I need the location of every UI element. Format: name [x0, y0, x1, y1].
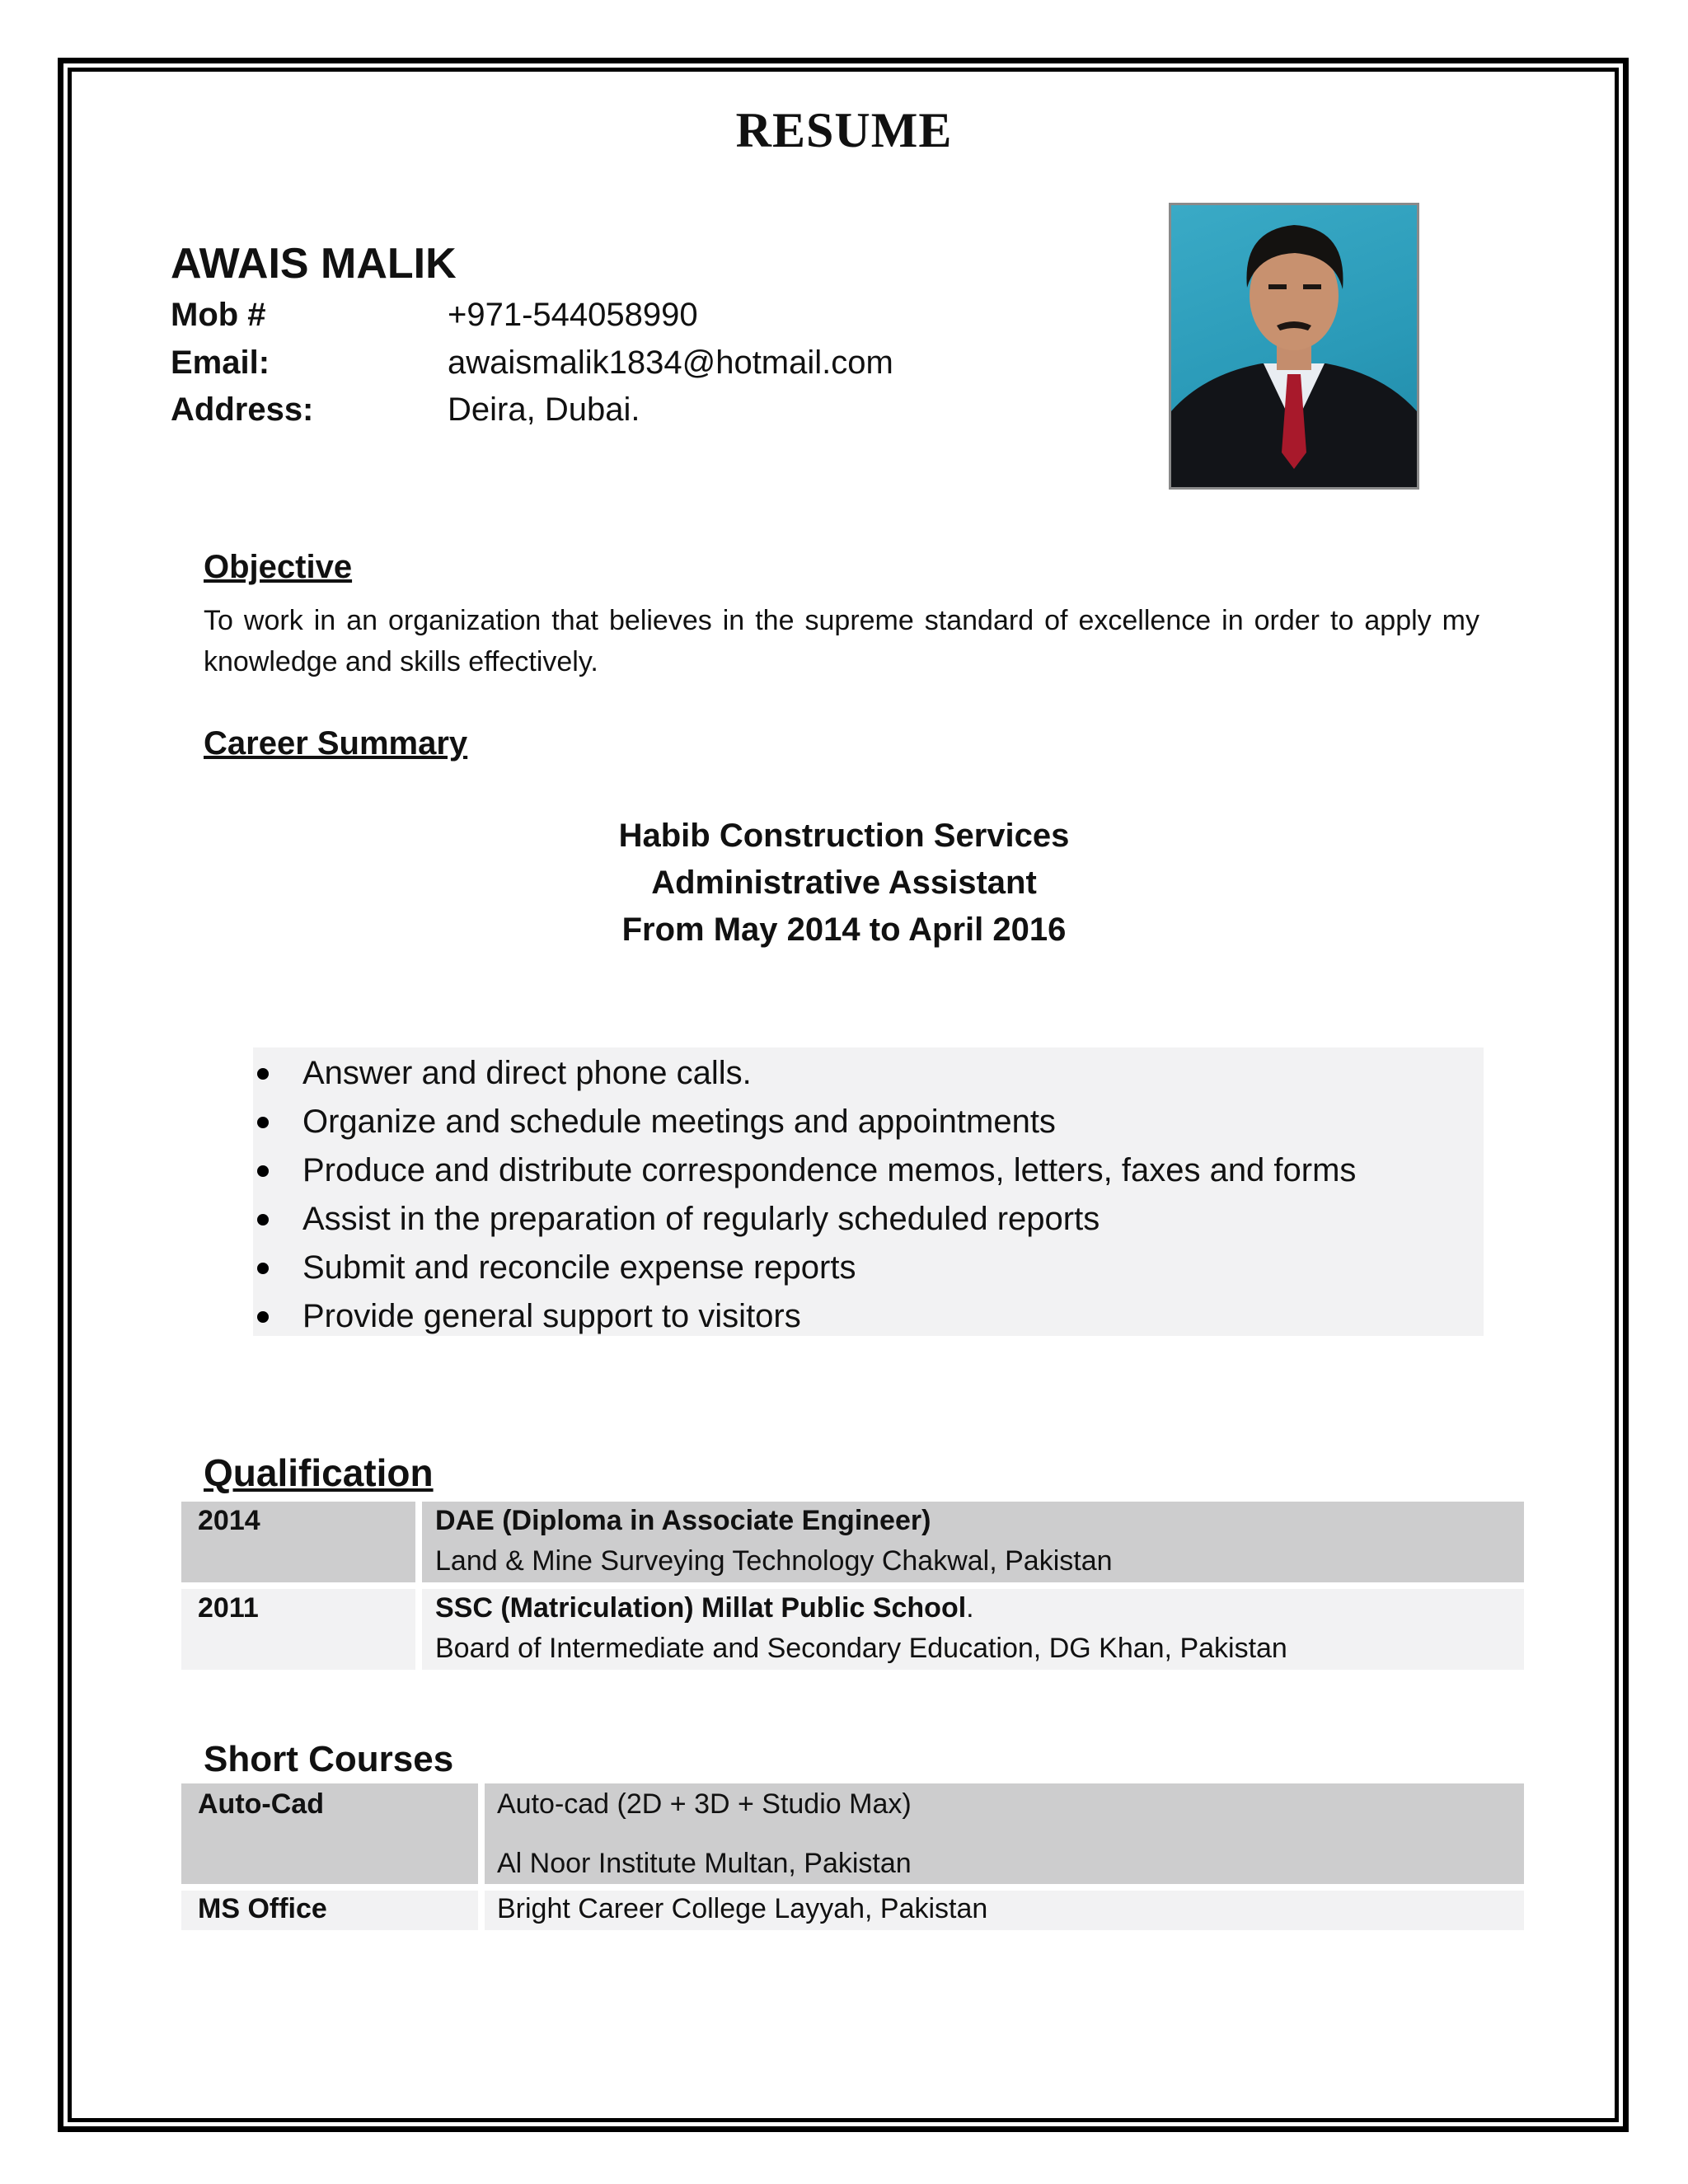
table-row	[181, 1891, 478, 1930]
career-summary-heading: Career Summary	[204, 725, 468, 762]
bullet-icon	[257, 1068, 269, 1080]
job-period: From May 2014 to April 2016	[621, 912, 1067, 948]
table-row	[422, 1589, 1524, 1670]
course-name: Auto-Cad	[198, 1788, 324, 1820]
qualification-year: 2011	[198, 1592, 259, 1624]
table-row	[181, 1502, 415, 1582]
list-item: Produce and distribute correspondence memos, letters, faxes and forms	[253, 1150, 1356, 1198]
short-courses-heading: Short Courses	[204, 1739, 454, 1779]
course-detail: Auto-cad (2D + 3D + Studio Max)	[497, 1788, 912, 1820]
bullet-icon	[257, 1311, 269, 1323]
course-institution: Al Noor Institute Multan, Pakistan	[497, 1848, 912, 1879]
mobile-label: Mob #	[171, 297, 266, 333]
table-row	[181, 1783, 478, 1884]
email-label: Email:	[171, 344, 270, 381]
profile-photo-illustration	[1171, 205, 1417, 487]
table-row	[181, 1589, 415, 1670]
page-title: RESUME	[735, 103, 953, 157]
qualification-institution: Board of Intermediate and Secondary Education, DG Khan, Pakistan	[435, 1633, 1287, 1664]
qualification-heading: Qualification	[204, 1451, 434, 1494]
qualification-degree: DAE (Diploma in Associate Engineer)	[435, 1505, 931, 1536]
course-name: MS Office	[198, 1893, 327, 1924]
list-item: Organize and schedule meetings and appointments	[253, 1101, 1356, 1150]
qualification-institution: Land & Mine Surveying Technology Chakwal, Pakistan	[435, 1545, 1113, 1577]
duties-list	[253, 1052, 1356, 1344]
email-value[interactable]: awaismalik1834@hotmail.com	[448, 344, 893, 381]
applicant-name: AWAIS MALIK	[171, 240, 457, 288]
address-label: Address:	[171, 391, 314, 428]
list-item: Assist in the preparation of regularly scheduled reports	[253, 1198, 1356, 1247]
list-item: Answer and direct phone calls.	[253, 1052, 1356, 1101]
table-row	[422, 1502, 1524, 1582]
table-row	[485, 1891, 1524, 1930]
objective-text: To work in an organization that believes in the supreme standard of excellence in order to apply my knowledge and skills effectively.	[204, 605, 1479, 677]
bullet-icon	[257, 1263, 269, 1274]
job-role: Administrative Assistant	[651, 865, 1037, 901]
list-item: Provide general support to visitors	[253, 1296, 1356, 1344]
mobile-value: +971-544058990	[448, 297, 698, 333]
qualification-year: 2014	[198, 1505, 260, 1536]
profile-photo	[1169, 203, 1419, 490]
bullet-icon	[257, 1165, 269, 1177]
list-item: Submit and reconcile expense reports	[253, 1247, 1356, 1296]
table-row	[485, 1783, 1524, 1884]
bullet-icon	[257, 1117, 269, 1128]
course-institution: Bright Career College Layyah, Pakistan	[497, 1893, 988, 1924]
bullet-icon	[257, 1214, 269, 1226]
address-value: Deira, Dubai.	[448, 391, 640, 428]
objective-heading: Objective	[204, 549, 353, 585]
company-name: Habib Construction Services	[618, 818, 1070, 854]
qualification-degree: SSC (Matriculation) Millat Public School.	[435, 1592, 974, 1624]
